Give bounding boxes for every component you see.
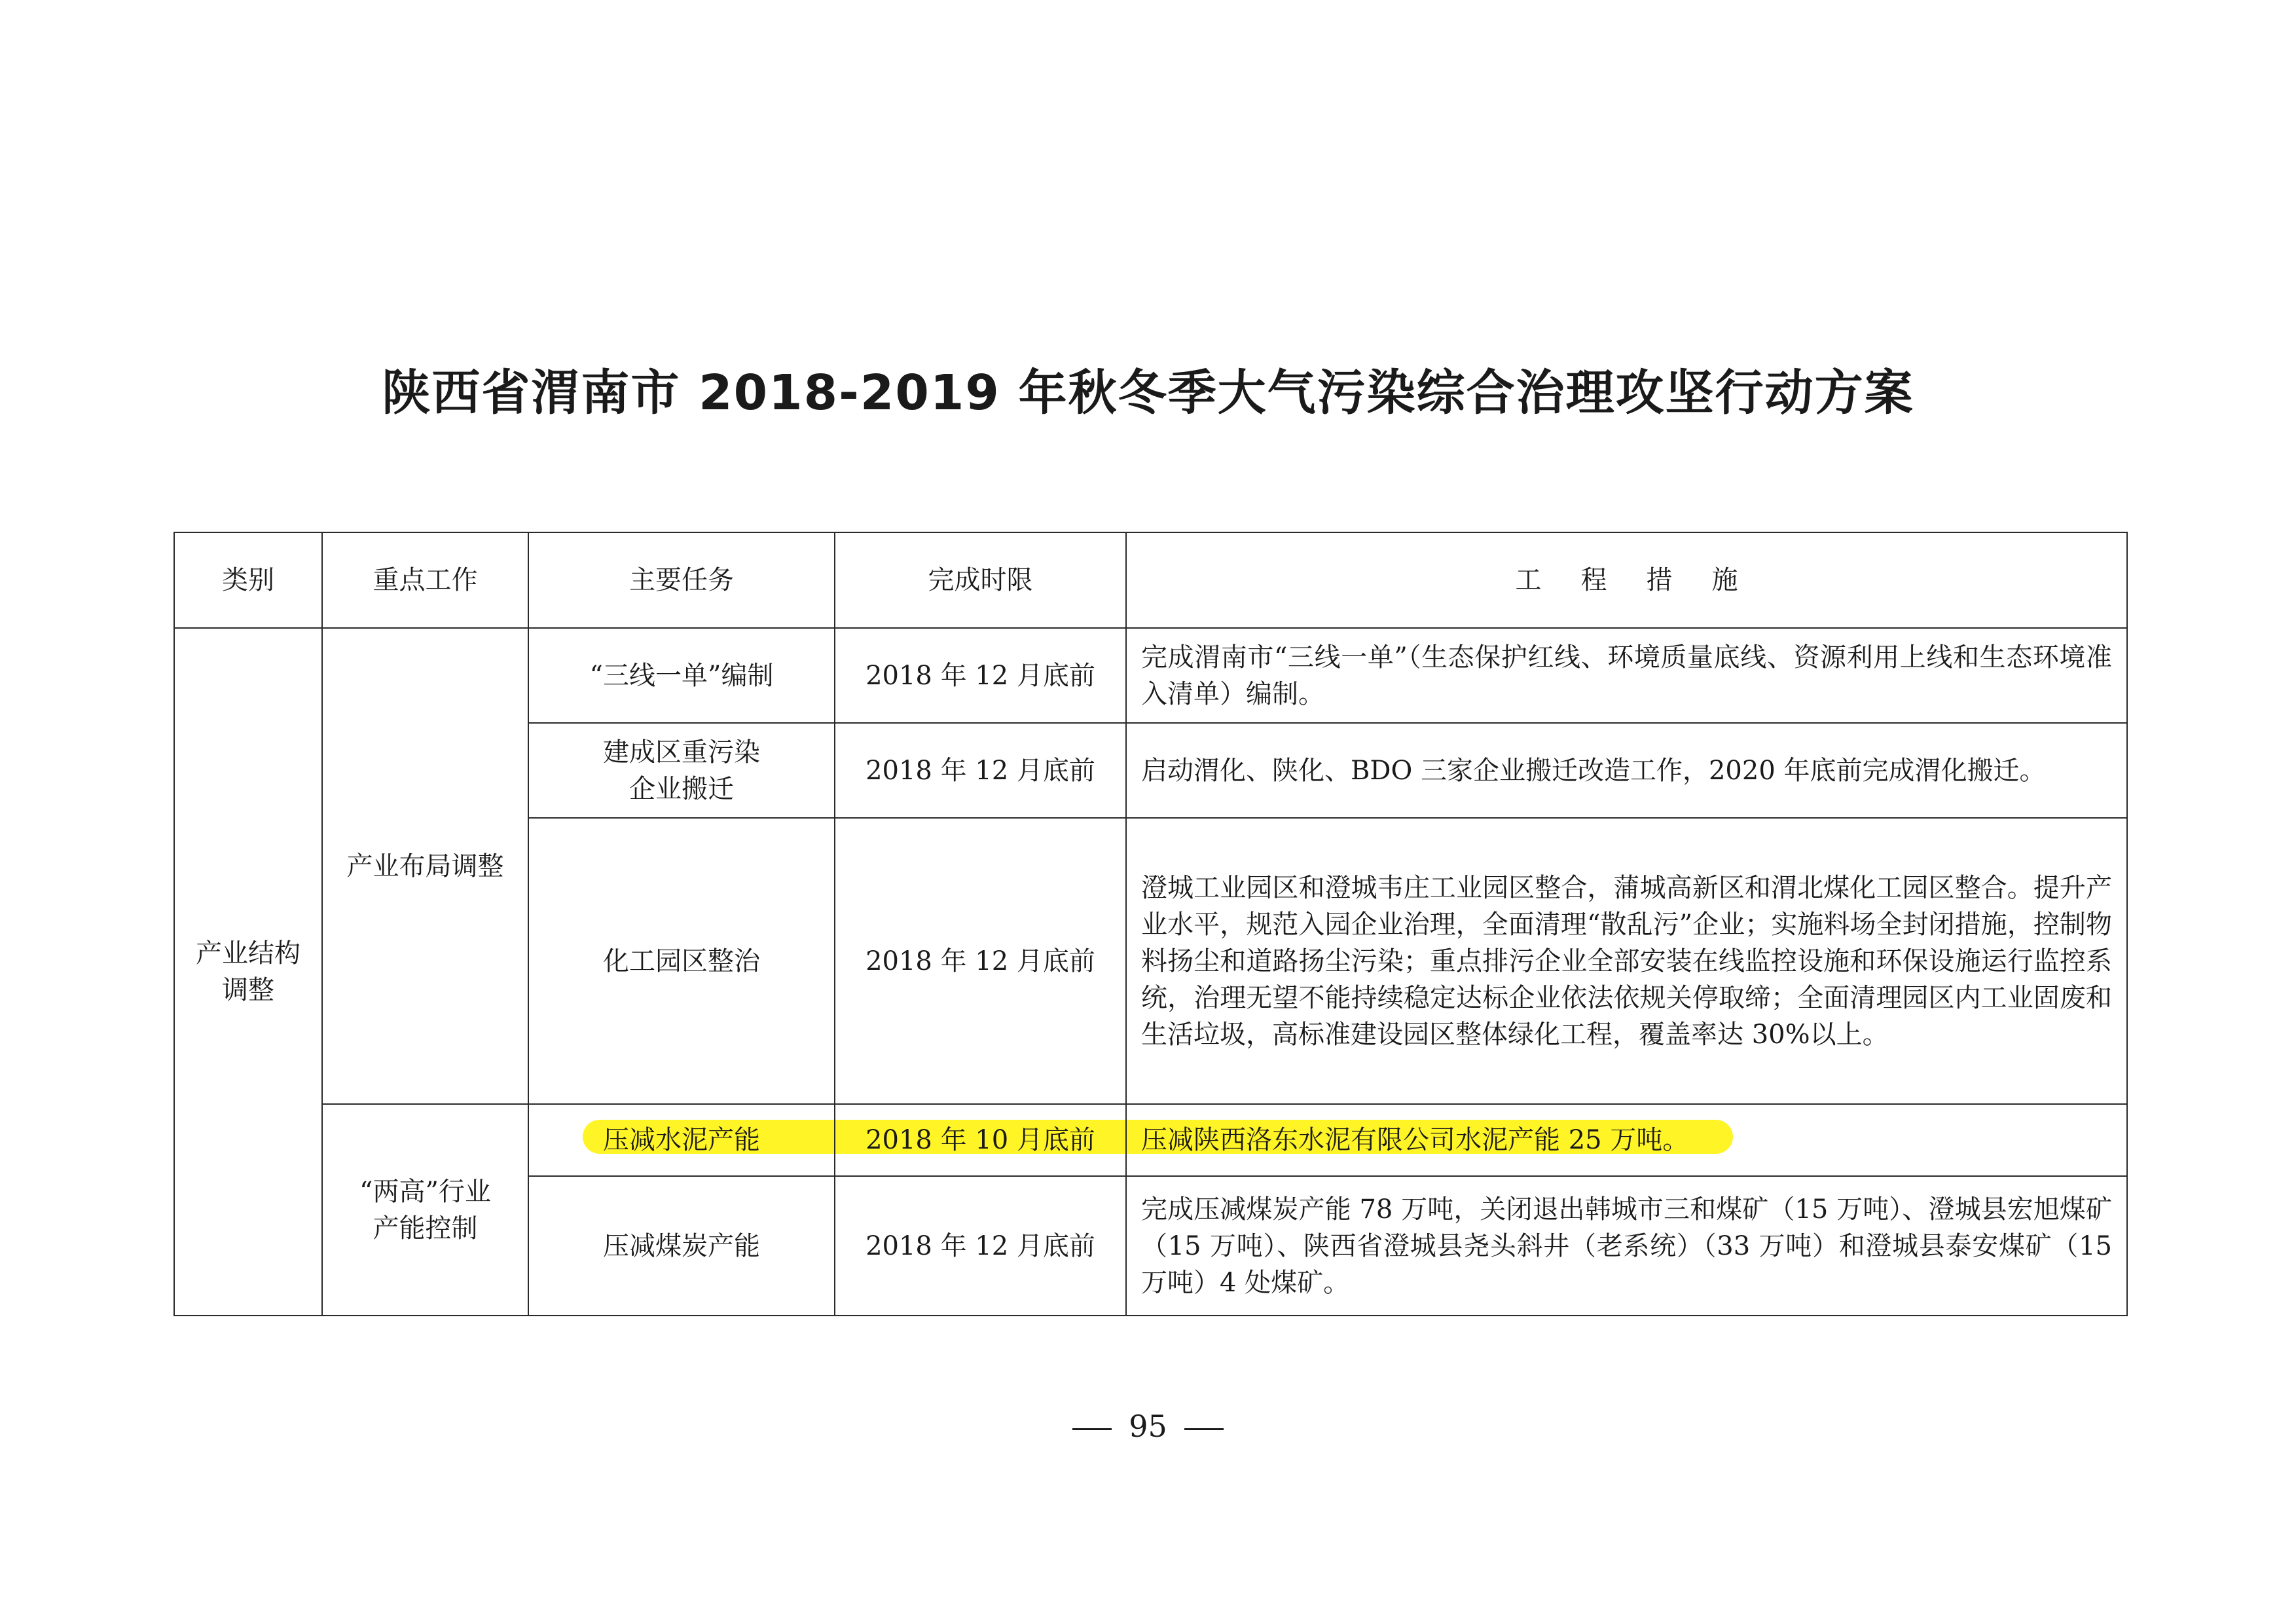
page-footer <box>0 1407 2296 1446</box>
measure-cell: 启动渭化、陕化、BDO 三家企业搬迁改造工作，2020 年底前完成渭化搬迁。 <box>1126 723 2127 818</box>
category-cell: 产业结构 调整 <box>174 628 322 1316</box>
task-cell: 压减煤炭产能 <box>528 1176 835 1316</box>
task-cell: 压减水泥产能 <box>528 1104 835 1176</box>
deadline-cell: 2018 年 12 月底前 <box>835 723 1126 818</box>
dash-right <box>1184 1428 1224 1430</box>
task-cell: 建成区重污染 企业搬迁 <box>528 723 835 818</box>
header-deadline: 完成时限 <box>835 532 1126 628</box>
header-main-task: 主要任务 <box>528 532 835 628</box>
task-cell: 化工园区整治 <box>528 818 835 1104</box>
task-cell: “三线一单”编制 <box>528 628 835 723</box>
table-row <box>174 628 2127 723</box>
deadline-cell: 2018 年 12 月底前 <box>835 628 1126 723</box>
deadline-cell: 2018 年 10 月底前 <box>835 1104 1126 1176</box>
page-number: 95 <box>1129 1409 1167 1444</box>
measure-cell: 压减陕西洛东水泥有限公司水泥产能 25 万吨。 <box>1126 1104 2127 1176</box>
key-work-cell: 产业布局调整 <box>322 628 528 1104</box>
document-title: 陕西省渭南市 2018-2019 年秋冬季大气污染综合治理攻坚行动方案 <box>382 365 1914 421</box>
measure-cell: 澄城工业园区和澄城韦庄工业园区整合，蒲城高新区和渭北煤化工园区整合。提升产业水平，规范入园企业治理，全面清理“散乱污”企业；实施料场全封闭措施，控制物料扬尘和道路扬尘污染；重点排污企业全部安装在线监控设施和环保设施运行监控系统，治理无望不能持续稳定达标企业依法依规关停取缔；全面清理园区内工业固废和生活垃圾，高标准建设园区整体绿化工程，覆盖率达 30%以上。 <box>1126 818 2127 1104</box>
header-category: 类别 <box>174 532 322 628</box>
table-row <box>174 1104 2127 1176</box>
deadline-cell: 2018 年 12 月底前 <box>835 1176 1126 1316</box>
key-work-cell: “两高”行业 产能控制 <box>322 1104 528 1316</box>
deadline-cell: 2018 年 12 月底前 <box>835 818 1126 1104</box>
action-plan-table <box>173 532 2128 1316</box>
header-key-work: 重点工作 <box>322 532 528 628</box>
measure-cell: 完成渭南市“三线一单”（生态保护红线、环境质量底线、资源利用上线和生态环境准入清单）编制。 <box>1126 628 2127 723</box>
dash-left <box>1072 1428 1112 1430</box>
table-header-row <box>174 532 2127 628</box>
header-measures: 工程措施 <box>1126 532 2127 628</box>
measure-cell: 完成压减煤炭产能 78 万吨，关闭退出韩城市三和煤矿（15 万吨）、澄城县宏旭煤矿（15 万吨）、陕西省澄城县尧头斜井（老系统）（33 万吨）和澄城县泰安煤矿（15 万吨）4 处煤矿。 <box>1126 1176 2127 1316</box>
